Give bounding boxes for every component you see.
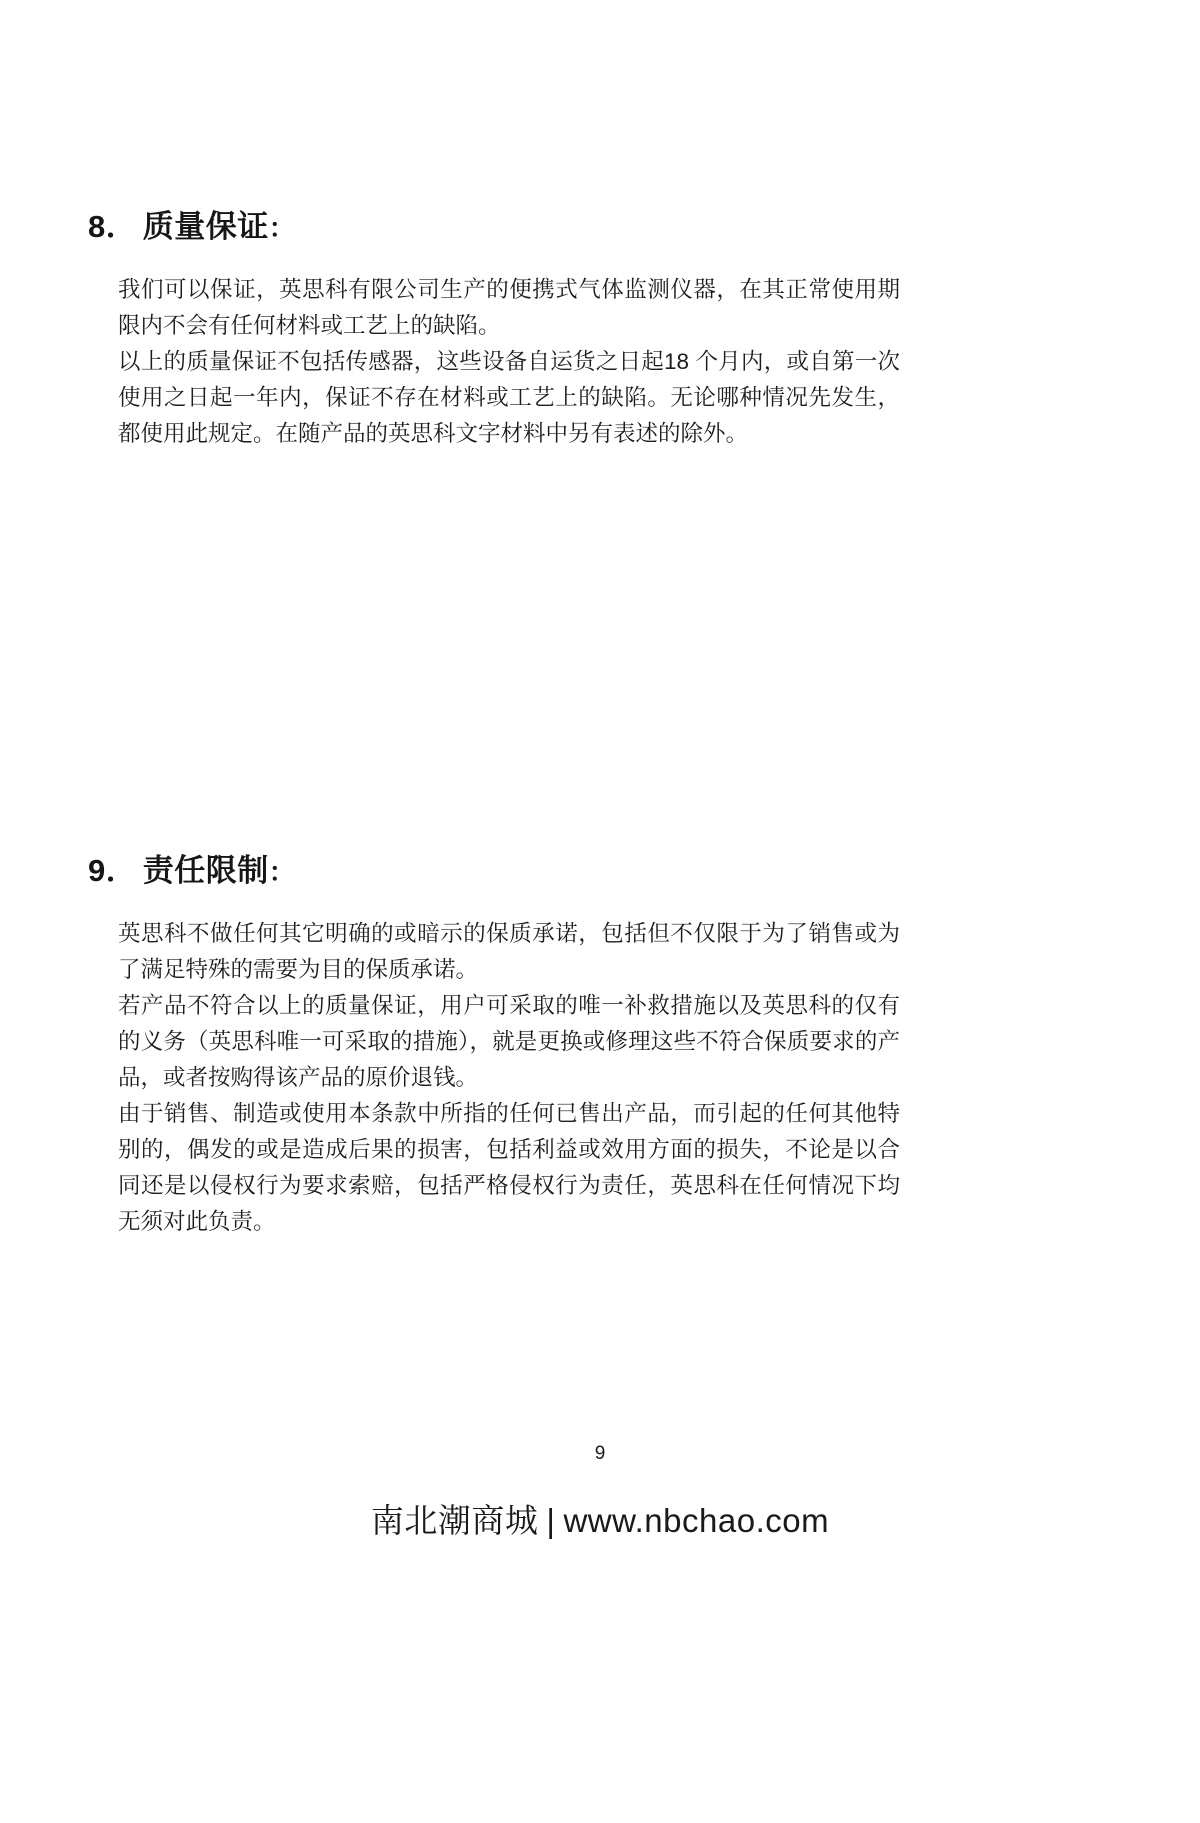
paragraph: 若产品不符合以上的质量保证，用户可采取的唯一补救措施以及英思科的仅有的义务（英思科唯一可采取的措施），就是更换或修理这些不符合保质要求的产品，或者按购得该产品的原价退钱。 xyxy=(118,993,900,1090)
section-number-8: 8 xyxy=(88,209,106,244)
section-title-8: 质量保证 xyxy=(142,209,269,244)
footer-url: www.nbchao.com xyxy=(563,1502,830,1539)
paragraph: 英思科不做任何其它明确的或暗示的保质承诺，包括但不仅限于为了销售或为了满足特殊的需要为目的保质承诺。 xyxy=(118,921,900,982)
section-dot-8: ． xyxy=(105,209,139,244)
section-heading-9 xyxy=(88,852,295,889)
section-colon-9: ： xyxy=(268,857,296,887)
section-title-9: 责任限制 xyxy=(142,853,269,888)
footer-watermark xyxy=(0,1495,1200,1542)
paragraph: 由于销售、制造或使用本条款中所指的任何已售出产品，而引起的任何其他特别的，偶发的或是造成后果的损害，包括利益或效用方面的损失，不论是以合同还是以侵权行为要求索赔，包括严格侵权行为责任，英思科在任何情况下均无须对此负责。 xyxy=(118,1101,900,1234)
section-colon-8: ： xyxy=(268,213,296,243)
footer-brand: 南北潮商城 xyxy=(370,1502,539,1539)
page-number: 9 xyxy=(594,1443,606,1464)
footer-separator: | xyxy=(546,1502,556,1539)
section-number-9: 9 xyxy=(88,853,106,888)
section-9-body xyxy=(118,916,900,1240)
paragraph: 我们可以保证，英思科有限公司生产的便携式气体监测仪器，在其正常使用期限内不会有任何材料或工艺上的缺陷。 xyxy=(118,277,900,338)
section-8-body xyxy=(118,272,900,452)
section-dot-9: ． xyxy=(105,853,139,888)
section-heading-8 xyxy=(88,208,295,245)
paragraph: 以上的质量保证不包括传感器，这些设备自运货之日起18 个月内，或自第一次使用之日起一年内，保证不存在材料或工艺上的缺陷。无论哪种情况先发生，都使用此规定。在随产品的英思科文字材料中另有表述的除外。 xyxy=(118,349,900,446)
